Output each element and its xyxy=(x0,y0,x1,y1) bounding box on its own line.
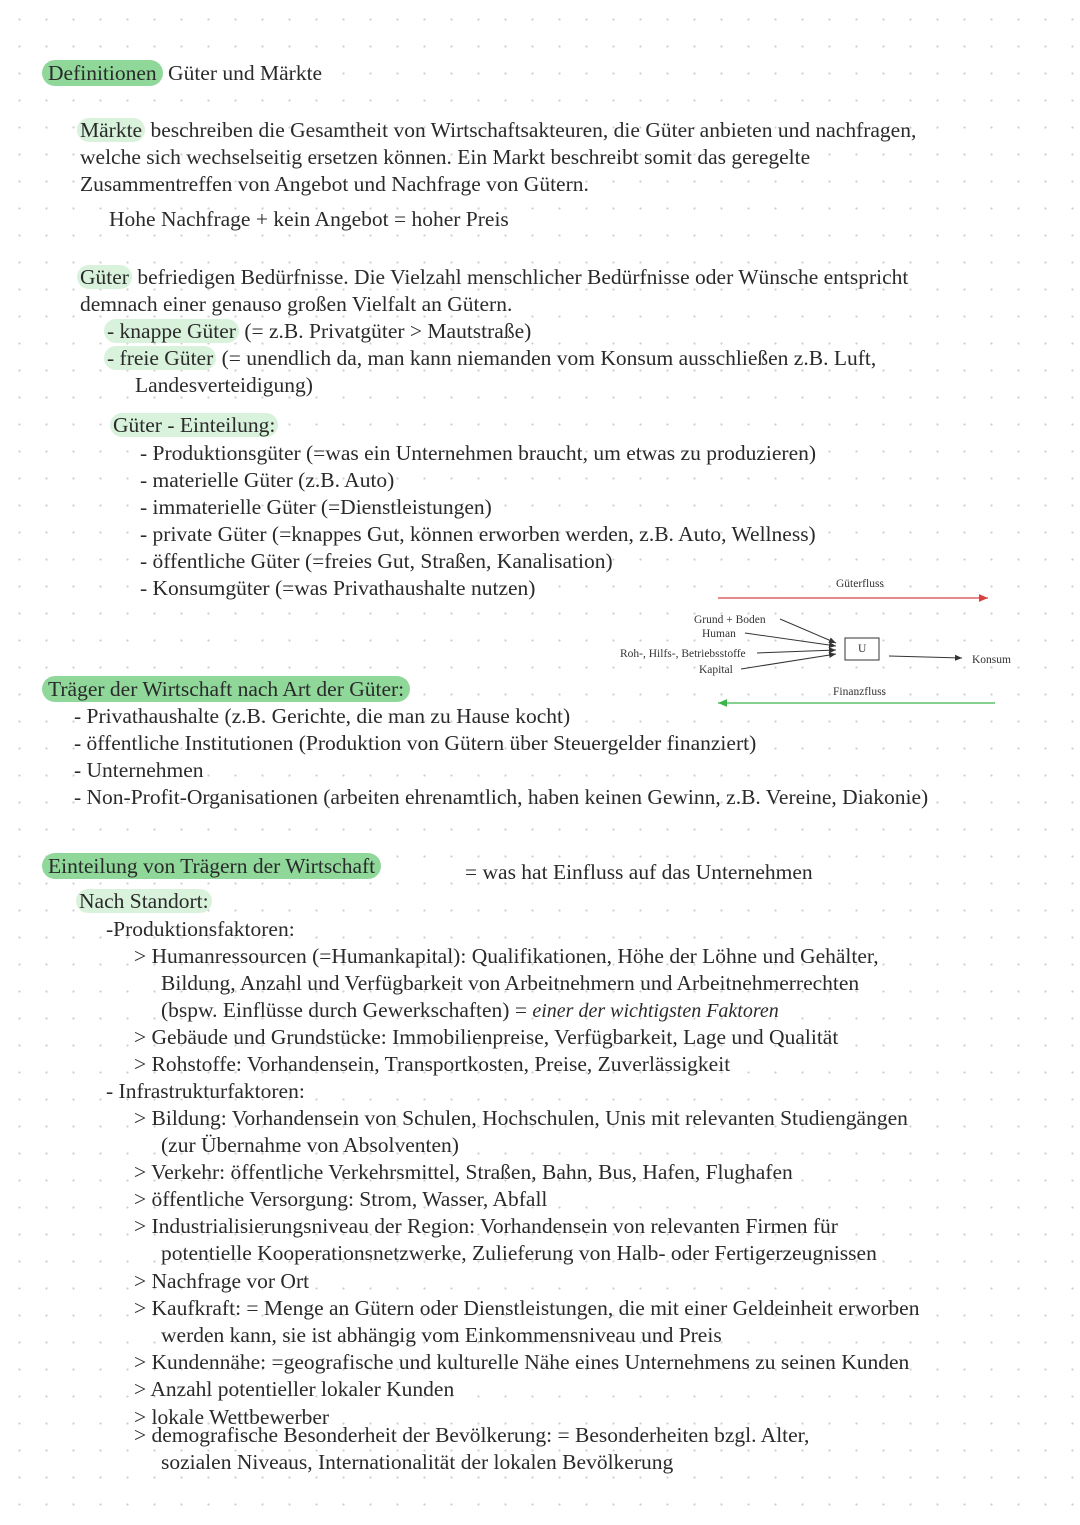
factor-line: > Gebäude und Grundstücke: Immobilienpreise, Verfügbarkeit, Lage und Qualität xyxy=(134,1025,839,1049)
produktionsfaktoren-heading: -Produktionsfaktoren: xyxy=(106,917,295,941)
einteilung-traeger-label: Einteilung von Trägern der Wirtschaft xyxy=(42,853,381,879)
infrastrukturfaktoren-heading: - Infrastrukturfaktoren: xyxy=(106,1079,305,1103)
gueter-einteilung-label: Güter - Einteilung: xyxy=(110,413,278,437)
factor-line: > Kaufkraft: = Menge an Gütern oder Dienstleistungen, die mit einer Geldeinheit erworben xyxy=(134,1296,920,1320)
factor-line: > Kundennähe: =geografische und kulturelle Nähe eines Unternehmens zu seinen Kunden xyxy=(134,1350,910,1374)
einteilung-item: - Konsumgüter (=was Privathaushalte nutzen) xyxy=(140,576,536,600)
factor-line: > Verkehr: öffentliche Verkehrsmittel, Straßen, Bahn, Bus, Hafen, Flughafen xyxy=(134,1160,793,1184)
factor-line: potentielle Kooperationsnetzwerke, Zulieferung von Halb- oder Fertigerzeugnissen xyxy=(161,1241,877,1265)
input-arrow xyxy=(745,633,836,646)
traeger-item: - öffentliche Institutionen (Produktion von Gütern über Steuergelder finanziert) xyxy=(74,731,757,755)
input-label: Grund + Boden xyxy=(694,614,766,626)
gueter-line1-text: befriedigen Bedürfnisse. Die Vielzahl menschlicher Bedürfnisse oder Wünsche entspricht xyxy=(131,265,909,289)
knappe-gueter-keyword: - knappe Güter xyxy=(104,319,239,343)
input-label: Kapital xyxy=(699,664,733,676)
section-title-text: Güter und Märkte xyxy=(168,61,323,85)
traeger-heading xyxy=(48,676,410,703)
markt-paragraph-line3: Zusammentreffen von Angebot und Nachfrage von Gütern. xyxy=(80,172,589,196)
traeger-item: - Privathaushalte (z.B. Gerichte, die man zu Hause kocht) xyxy=(74,704,571,728)
factor-line: > öffentliche Versorgung: Strom, Wasser, Abfall xyxy=(134,1187,548,1211)
freie-gueter-line2: Landesverteidigung) xyxy=(135,373,313,397)
nach-standort-label: Nach Standort: xyxy=(76,889,212,913)
markt-line1-text: beschreiben die Gesamtheit von Wirtschaftsakteuren, die Güter anbieten und nachfragen, xyxy=(145,118,917,142)
markt-example: Hohe Nachfrage + kein Angebot = hoher Preis xyxy=(109,207,509,231)
einteilung-item: - materielle Güter (z.B. Auto) xyxy=(140,468,395,492)
gueterfluss-label: Güterfluss xyxy=(836,578,884,590)
factor-line: Bildung, Anzahl und Verfügbarkeit von Arbeitnehmern und Arbeitnehmerrechten xyxy=(161,971,860,995)
factor-line: > Rohstoffe: Vorhandensein, Transportkosten, Preise, Zuverlässigkeit xyxy=(134,1052,731,1076)
traeger-item: - Non-Profit-Organisationen (arbeiten ehrenamtlich, haben keinen Gewinn, z.B. Vereine, Diakonie) xyxy=(74,785,929,809)
factor-line: > lokale Wettbewerber xyxy=(134,1405,330,1429)
factor-line: sozialen Niveaus, Internationalität der lokalen Bevölkerung xyxy=(161,1450,674,1474)
factor-line: > Nachfrage vor Ort xyxy=(134,1269,310,1293)
unternehmen-label: U xyxy=(858,643,867,655)
factor-line: > Industrialisierungsniveau der Region: Vorhandensein von relevanten Firmen für xyxy=(134,1214,838,1238)
traeger-heading-label: Träger der Wirtschaft nach Art der Güter: xyxy=(42,676,410,702)
einteilung-traeger-subtitle: = was hat Einfluss auf das Unternehmen xyxy=(465,860,813,884)
einteilung-item: - öffentliche Güter (=freies Gut, Straßen, Kanalisation) xyxy=(140,549,613,573)
einteilung-traeger-heading xyxy=(48,853,381,880)
freie-gueter-keyword: - freie Güter xyxy=(104,346,216,370)
factor-line xyxy=(161,997,779,1025)
traeger-item: - Unternehmen xyxy=(74,758,204,782)
wichtigster-faktor-note: einer der wichtigsten Faktoren xyxy=(532,1000,779,1022)
factor-line: (zur Übernahme von Absolventen) xyxy=(161,1133,459,1157)
finanzfluss-label: Finanzfluss xyxy=(833,686,887,698)
nach-standort-heading xyxy=(79,888,212,915)
knappe-gueter-text: (= z.B. Privatgüter > Mautstraße) xyxy=(238,319,532,343)
freie-gueter-text: (= unendlich da, man kann niemanden vom Konsum ausschließen z.B. Luft, xyxy=(216,346,877,370)
definitionen-tag: Definitionen xyxy=(42,60,163,86)
input-label: Human xyxy=(702,628,736,640)
gueter-keyword: Güter xyxy=(77,265,132,289)
factor-line: > demografische Besonderheit der Bevölkerung: = Besonderheiten bzgl. Alter, xyxy=(134,1423,810,1447)
input-label: Roh-, Hilfs-, Betriebsstoffe xyxy=(620,648,746,660)
human-l3-text: (bspw. Einflüsse durch Gewerkschaften) = xyxy=(161,998,533,1022)
factor-line: > Humanressourcen (=Humankapital): Qualifikationen, Höhe der Löhne und Gehälter, xyxy=(134,944,879,968)
einteilung-item: - Produktionsgüter (=was ein Unternehmen braucht, um etwas zu produzieren) xyxy=(140,441,817,465)
input-arrow xyxy=(757,650,836,653)
konsum-label: Konsum xyxy=(972,654,1011,666)
factor-line: > Anzahl potentieller lokaler Kunden xyxy=(134,1377,455,1401)
factor-line: werden kann, sie ist abhängig vom Einkommensniveau und Preis xyxy=(161,1323,722,1347)
markt-keyword: Märkte xyxy=(77,118,145,142)
einteilung-item: - private Güter (=knappes Gut, können erworben werden, z.B. Auto, Wellness) xyxy=(140,522,816,546)
markt-paragraph-line2: welche sich wechselseitig ersetzen können. Ein Markt beschreibt somit das geregelte xyxy=(80,145,811,169)
input-arrow xyxy=(741,654,836,669)
gueter-paragraph-line2: demnach einer genauso großen Vielfalt an Gütern. xyxy=(80,292,513,316)
einteilung-item: - immaterielle Güter (=Dienstleistungen) xyxy=(140,495,492,519)
factor-line: > Bildung: Vorhandensein von Schulen, Hochschulen, Unis mit relevanten Studiengängen xyxy=(134,1106,908,1130)
output-arrow xyxy=(889,656,962,658)
